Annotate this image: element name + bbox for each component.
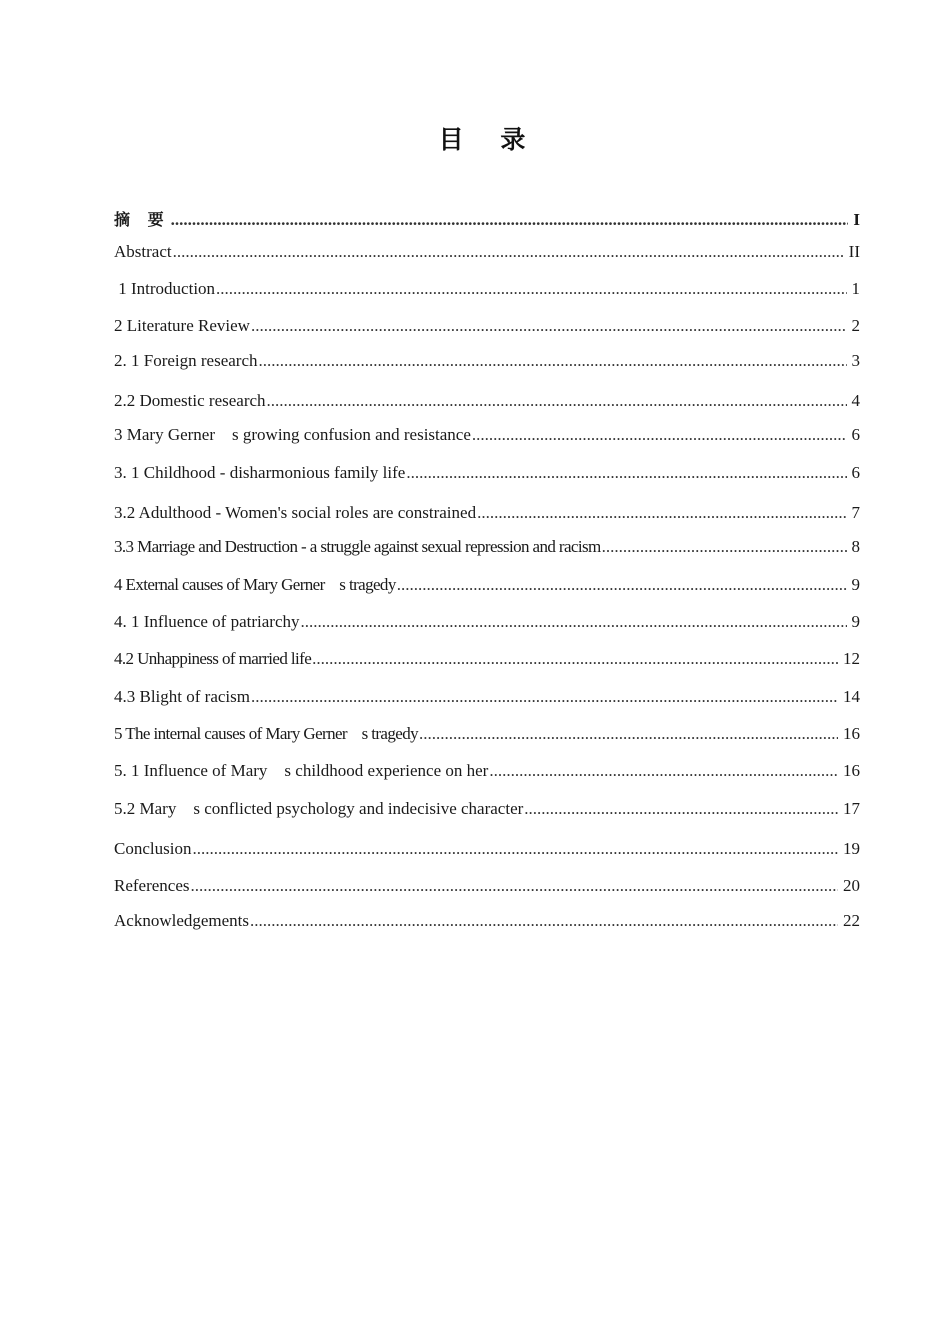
toc-entry-label: Abstract <box>114 242 172 261</box>
toc-entry-references <box>114 875 860 897</box>
toc-entry-abstract-cn <box>114 209 860 231</box>
toc-entry-label: 4. 1 Influence of patriarchy <box>114 612 300 631</box>
toc-leader-dots <box>251 315 847 337</box>
toc-entry-page: 16 <box>843 724 860 743</box>
toc-leader-dots <box>602 536 847 558</box>
toc-entry-page: 14 <box>843 687 860 706</box>
toc-entry-page: 16 <box>843 761 860 780</box>
toc-entry-page: 4 <box>851 391 860 410</box>
toc-entry-label: 3. 1 Childhood - disharmonious family life <box>114 463 406 482</box>
toc-entry-abstract <box>114 241 860 263</box>
toc-entry-label: 5. 1 Influence of Mary s childhood experience on her <box>114 761 489 780</box>
toc-leader-dots <box>250 910 838 932</box>
toc-entry-section-3-3 <box>114 536 860 558</box>
toc-entry-label: 3 Mary Gerner s growing confusion and resistance <box>114 425 471 444</box>
toc-leader-dots <box>192 838 838 860</box>
toc-entry-section-3-1 <box>114 462 860 484</box>
toc-entry-chapter-4 <box>114 574 860 596</box>
toc-entry-foreign-research <box>114 350 860 372</box>
toc-entry-page: 7 <box>851 503 860 522</box>
toc-entry-page: 2 <box>851 316 860 335</box>
toc-leader-dots <box>216 278 846 300</box>
toc-entry-page: 8 <box>851 537 860 556</box>
toc-entry-label: 4.3 Blight of racism <box>114 687 250 706</box>
toc-leader-dots <box>472 424 847 446</box>
toc-entry-acknowledgements <box>114 910 860 932</box>
toc-entry-label: 摘 要 <box>114 210 170 229</box>
toc-leader-dots <box>267 390 847 412</box>
toc-leader-dots <box>477 502 846 524</box>
toc-entry-conclusion <box>114 838 860 860</box>
toc-entry-label: 4 External causes of Mary Gerner s tragedy <box>114 575 396 594</box>
toc-entry-introduction <box>114 278 860 300</box>
toc-entry-page: 12 <box>843 649 860 668</box>
toc-entry-page: 9 <box>851 575 860 594</box>
toc-entry-page: II <box>848 242 860 261</box>
toc-entry-domestic-research <box>114 390 860 412</box>
toc-entry-label: 2. 1 Foreign research <box>114 351 258 370</box>
toc-entry-label: Acknowledgements <box>114 911 250 930</box>
toc-leader-dots <box>301 611 847 633</box>
toc-leader-dots <box>251 686 838 708</box>
toc-entry-section-5-2 <box>114 798 860 820</box>
toc-entry-section-5-1 <box>114 760 860 782</box>
toc-title: 目 录 <box>438 125 540 154</box>
toc-entry-section-4-2 <box>114 648 860 670</box>
toc-entry-page: 3 <box>851 351 860 370</box>
toc-entry-label: 5 The internal causes of Mary Gerner s tragedy <box>114 724 419 743</box>
toc-entry-page: 6 <box>851 463 860 482</box>
toc-entry-page: 6 <box>851 425 860 444</box>
toc-entry-label: Conclusion <box>114 839 192 858</box>
toc-leader-dots <box>524 798 838 820</box>
toc-leader-dots <box>191 875 838 897</box>
toc-leader-dots <box>171 209 849 231</box>
toc-entry-section-3-2 <box>114 502 860 524</box>
toc-entry-label: 3.3 Marriage and Destruction - a struggle against sexual repression and racism <box>114 537 601 556</box>
toc-entry-chapter-5 <box>114 723 860 745</box>
toc-leader-dots <box>489 760 838 782</box>
toc-entry-page: 1 <box>851 279 860 298</box>
toc-leader-dots <box>173 241 844 263</box>
toc-leader-dots <box>406 462 846 484</box>
toc-entry-label: 5.2 Mary s conflicted psychology and indecisive character <box>114 799 524 818</box>
toc-entry-section-4-3 <box>114 686 860 708</box>
toc-entry-literature-review <box>114 315 860 337</box>
toc-entry-section-4-1 <box>114 611 860 633</box>
toc-leader-dots <box>397 574 847 596</box>
toc-entry-label: 2.2 Domestic research <box>114 391 266 410</box>
toc-leader-dots <box>312 648 838 670</box>
toc-entry-page: 19 <box>843 839 860 858</box>
toc-entry-label: 1 Introduction <box>114 279 216 298</box>
toc-entry-label: 2 Literature Review <box>114 316 250 335</box>
toc-entry-page: 20 <box>843 876 860 895</box>
toc-entry-page: 9 <box>851 612 860 631</box>
toc-entry-page: I <box>853 210 860 229</box>
toc-entry-chapter-3 <box>114 424 860 446</box>
toc-entry-label: 3.2 Adulthood - Women's social roles are constrained <box>114 503 477 522</box>
toc-entry-page: 17 <box>843 799 860 818</box>
toc-leader-dots <box>419 723 838 745</box>
toc-leader-dots <box>259 350 847 372</box>
toc-entry-label: 4.2 Unhappiness of married life <box>114 649 312 668</box>
toc-entry-page: 22 <box>843 911 860 930</box>
toc-entry-label: References <box>114 876 190 895</box>
